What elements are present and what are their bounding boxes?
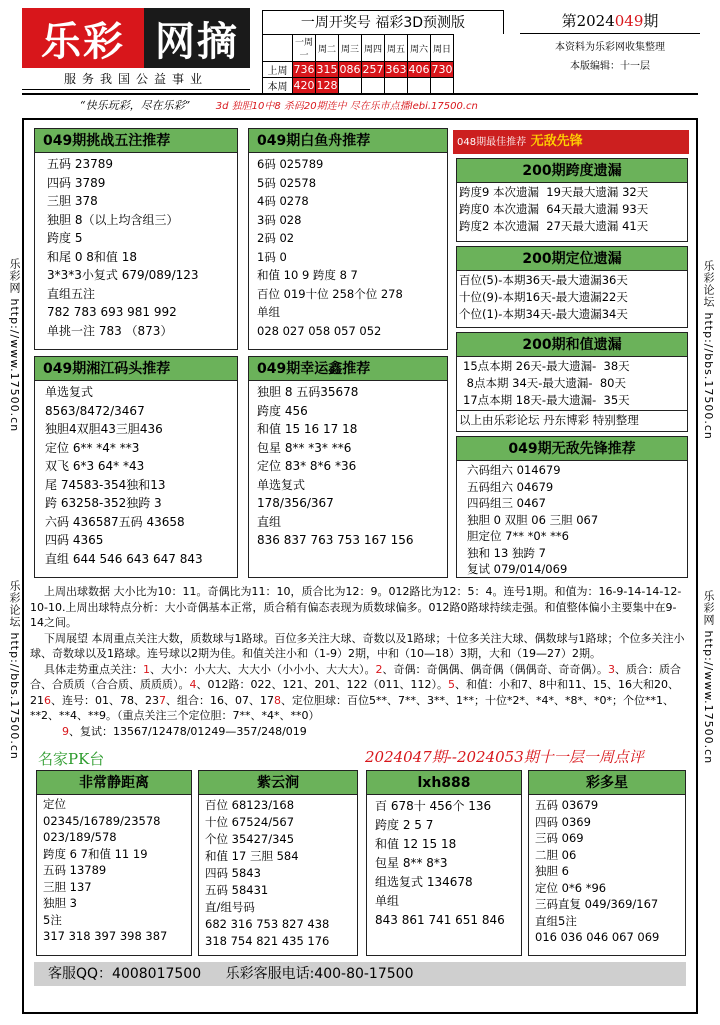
analysis-p2: 下周展望 本周重点关注大数，质数球与1路球。百位多关注大球、奇数以及1路球；十位多关注大球、偶数球与1路球；个位多关注小球、奇数球以及1路球。连号球以2期为佳。和值关注小和（1-9）2期，中和（10—18）3期，大和（19—27）2期。 (30, 631, 685, 660)
pk-column-4 (528, 770, 686, 956)
draw-cell-prev: 257 (362, 63, 384, 76)
day-header: 周五 (385, 35, 408, 62)
day-header: 一周一 (293, 35, 316, 62)
pk-title: 彩多星 (529, 771, 685, 795)
box-body: 6码 025789 5码 02578 4码 0278 3码 028 2码 02 1码 0 和值 10 9 跨度 8 7 百位 019十位 258个位 278 单组 028 027 058 057 052 (257, 157, 403, 338)
side-text-right-bottom: 乐彩网 http://www.17500.cn (702, 590, 715, 765)
box-title: 200期跨度遗漏 (457, 159, 687, 183)
pk-body: 百位 68123/168 十位 67524/567 个位 35427/345 和值 17 三胆 584 四码 5843 五码 58431 直/组号码 682 316 753 827 438 318 754 821 435 176 (205, 798, 330, 948)
logo (22, 8, 250, 68)
miss-row: 十位(9)-本期16天-最大遗漏22天 (459, 290, 628, 304)
page-title: 一周开奖号 福彩3D预测版 (262, 10, 504, 34)
pk-column-2 (198, 770, 358, 956)
analysis-p4: 9、复试：13567/12478/01249—357/248/019 (62, 724, 307, 738)
pk-column-3 (366, 770, 522, 956)
issue-note-1: 本资料为乐彩网收集整理 (555, 42, 665, 53)
pk-title: 非常静距离 (37, 771, 191, 795)
draw-cell-prev: 730 (431, 63, 453, 76)
box-pioneer (456, 436, 688, 578)
motto-bar (22, 96, 698, 116)
credit-line: 以上由乐彩论坛 丹东博彩 特别整理 (457, 410, 687, 430)
draw-cell-prev: 363 (385, 63, 407, 76)
box-sum-miss (456, 332, 688, 432)
pk-body: 定位 02345/16789/23578 023/189/578 跨度 6 7和值 11 19 五码 13789 三胆 137 独胆 3 5注 317 318 397 398 387 (43, 797, 168, 943)
box-title: 049期白鱼舟推荐 (249, 129, 447, 153)
row-label-prev: 上周 (263, 62, 293, 78)
box-body (457, 183, 687, 236)
pk-body: 百 678十 456个 136 跨度 2 5 7 和值 12 15 18 包星 8** 8*3 组选复式 134678 单组 843 861 741 651 846 (375, 799, 505, 927)
box-xingyunxin (248, 356, 448, 578)
footer-qq[interactable]: 客服QQ：4008017500 (48, 966, 202, 982)
box-title: 200期定位遗漏 (457, 247, 687, 271)
day-header: 周日 (431, 35, 454, 62)
footer-tel[interactable]: 乐彩客服电话:400-80-17500 (225, 966, 414, 982)
box-position-miss (456, 246, 688, 328)
analysis-text (30, 584, 690, 739)
box-title: 049期湘江码头推荐 (35, 357, 237, 381)
draw-cell-cur: 420 (293, 79, 315, 92)
pk-title: 紫云涧 (199, 771, 357, 795)
draw-cell-cur (431, 78, 454, 94)
box-body: 六码组六 014679 五码组六 04679 四码组三 0467 独胆 0 双胆 06 三胆 067 胆定位 7** *0* **6 独和 13 独跨 7 复试 079/014/069 (467, 463, 599, 576)
box-title: 049期挑战五注推荐 (35, 129, 237, 153)
motto-quote: “快乐玩彩，尽在乐彩” (80, 99, 191, 112)
miss-row: 百位(5)-本期36天-最大遗漏36天 (459, 273, 628, 287)
miss-row: 15点本期 26天-最大遗漏- 38天 (463, 359, 630, 373)
miss-row: 个位(1)-本期34天-最大遗漏34天 (459, 307, 628, 321)
best-recommend-banner: 048期最佳推荐 无敌先锋 (453, 130, 689, 154)
box-title: 049期幸运鑫推荐 (249, 357, 447, 381)
issue-block (520, 10, 700, 72)
day-header: 周三 (339, 35, 362, 62)
pk-column-1 (36, 770, 192, 956)
divider (22, 93, 698, 95)
day-header: 周二 (316, 35, 339, 62)
analysis-p1: 上周出球数据 大小比为10：11。奇偶比为11：10，质合比为12：9。012路比为12：5：4。连号1期。和值为：16-9-14-14-12-10-10.上周出球特点分析：大小奇偶基本正常，质合稍有偏态表现为质数球偏多。012路0路球持续走强。和值整体偏小主要集中在9-14之间。 (30, 585, 682, 629)
footer-bar (34, 962, 686, 986)
box-body: 单选复式 8563/8472/3467 独胆4双胆43三胆436 定位 6** *4* **3 双飞 6*3 64* *43 尾 74583-354独和13 跨 63258-352独跨 3 六码 436587五码 43658 四码 4365 直组 644 546 643 647 843 (45, 385, 203, 566)
draw-table (262, 34, 454, 94)
draw-cell-cur (408, 78, 431, 94)
box-title: 200期和值遗漏 (457, 333, 687, 357)
miss-row: 8点本期 34天-最大遗漏- 80天 (463, 376, 627, 390)
slogan: 服务我国公益事业 (22, 68, 250, 90)
side-text-left-bottom: 乐彩论坛 http://bbs.17500.cn (8, 580, 21, 760)
motto-promo[interactable]: 3d 独胆10中8 杀码20期连中 尽在乐市点播lebi.17500.cn (215, 101, 478, 112)
box-xiangjiang (34, 356, 238, 578)
draw-cell-prev: 315 (316, 63, 338, 76)
box-body: 五码 23789 四码 3789 三胆 378 独胆 8（以上均含组三） 跨度 5 和尾 0 8和值 18 3*3*3小复式 679/089/123 直组五注 782 783 693 981 992 单挑一注 783 （873） (47, 157, 199, 338)
logo-part-a: 乐彩 (22, 8, 144, 68)
day-header: 周四 (362, 35, 385, 62)
box-body (457, 357, 687, 410)
side-text-right-top: 乐彩论坛 http://bbs.17500.cn (702, 260, 715, 440)
row-label-cur: 本周 (263, 78, 293, 94)
day-header: 周六 (408, 35, 431, 62)
draw-cell-cur (339, 78, 362, 94)
box-body: 独胆 8 五码35678 跨度 456 和值 15 16 17 18 包星 8** *3* **6 定位 83* 8*6 *36 单选复式 178/356/367 直组 836 837 763 753 167 156 (257, 385, 414, 547)
draw-cell-cur (362, 78, 385, 94)
draw-cell-cur: 128 (316, 79, 338, 92)
miss-row: 跨度9 本次遗漏 19天最大遗漏 32天 (459, 185, 649, 199)
pk-title: lxh888 (367, 771, 521, 795)
draw-cell-cur (385, 78, 408, 94)
logo-part-b: 网摘 (144, 8, 250, 68)
box-span-miss (456, 158, 688, 242)
draw-cell-prev: 086 (339, 63, 361, 76)
issue-number: 第2024049期 (520, 10, 700, 34)
miss-row: 跨度2 本次遗漏 27天最大遗漏 41天 (459, 219, 649, 233)
box-title: 049期无敌先锋推荐 (457, 437, 687, 461)
analysis-p3: 具体走势重点关注：1、大小：小大大、大大小（小小小、大大大）。2、奇偶：奇偶偶、偶奇偶（偶偶奇、奇奇偶）。3、质合：质合合、合质质（合合质、质质质）。4、012路：022、121、201、122（011、112）。5、和值：小和7、8中和11、15、16大和20、216、连号：01、78、237、组合：16、07、178、定位胆球：百位5**、7**、3**、1**；十位*2*、*4*、*8*、*0*；个位**1、**2、**4、**9。（重点关注三个定位胆：7**、*4*、**0） (30, 662, 681, 722)
pk-label: 名家PK台 (38, 750, 105, 768)
box-baiyuzhou (248, 128, 448, 350)
miss-row: 跨度0 本次遗漏 64天最大遗漏 93天 (459, 202, 649, 216)
draw-cell-prev: 736 (293, 63, 315, 76)
pk-body: 五码 03679 四码 0369 三码 069 二胆 06 独胆 6 定位 0*6 *96 三码直复 049/369/167 直组5注 016 036 046 067 069 (535, 798, 660, 944)
box-challenge-five (34, 128, 238, 350)
miss-row: 17点本期 18天-最大遗漏- 35天 (463, 393, 630, 407)
week-review-title: 2024047期--2024053期十一层一周点评 (365, 748, 644, 766)
issue-note-2: 本版编辑：十一层 (570, 61, 650, 72)
box-body (457, 271, 687, 324)
side-text-left-top: 乐彩网 http://www.17500.cn (8, 258, 21, 433)
draw-cell-prev: 406 (408, 63, 430, 76)
